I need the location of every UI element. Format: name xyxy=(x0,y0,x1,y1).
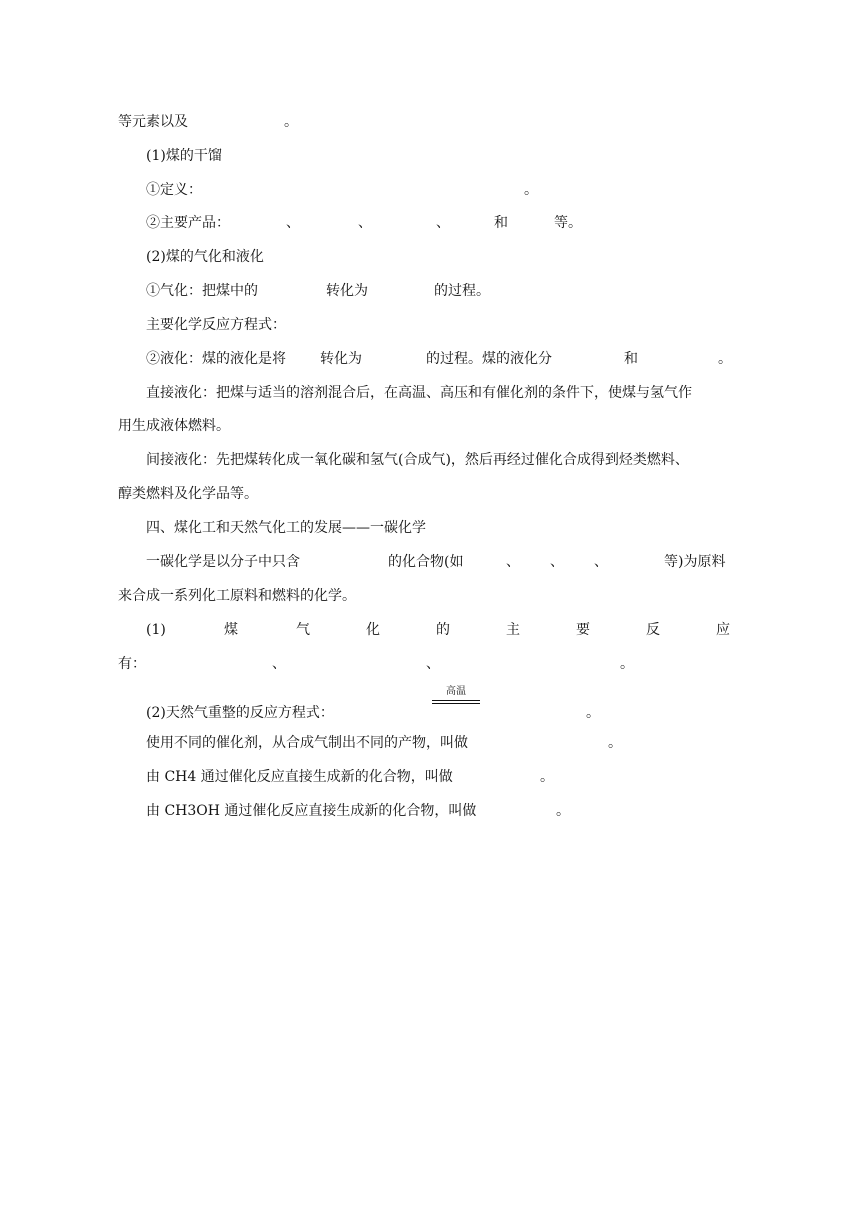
text-line: 间接液化：先把煤转化成一氧化碳和氢气(合成气)，然后再经过催化合成得到烃类燃料、 xyxy=(146,452,689,468)
text-line: 用生成液体燃料。 xyxy=(118,418,230,434)
text-line: 来合成一系列化工原料和燃料的化学。 xyxy=(118,588,356,604)
conjunction: 和 xyxy=(624,351,638,367)
period: 。 xyxy=(620,656,634,672)
period: 。 xyxy=(524,182,538,198)
text-end: 等。 xyxy=(554,215,582,231)
text-line: 使用不同的催化剂，从合成气制出不同的产物，叫做 xyxy=(146,735,468,751)
section-heading: (2)煤的气化和液化 xyxy=(146,249,264,265)
separator: 、 xyxy=(506,554,520,570)
period: 。 xyxy=(608,735,622,751)
text-segment: 等)为原料 xyxy=(664,554,726,570)
separator: 、 xyxy=(550,554,564,570)
text-segment: 的过程。 xyxy=(434,283,490,299)
condition-label: 高温 xyxy=(446,686,466,697)
separator: 、 xyxy=(436,215,450,231)
section-heading: (1)煤的干馏 xyxy=(146,148,222,164)
equals-bar xyxy=(432,700,480,701)
justified-char: 化 xyxy=(366,622,380,638)
justified-char: 应 xyxy=(716,622,730,638)
text-line: ①定义： xyxy=(146,182,202,198)
text-line: 有： xyxy=(118,656,146,672)
period: 。 xyxy=(586,705,600,721)
text-segment: 的过程。煤的液化分 xyxy=(426,351,552,367)
text-line: 直接液化：把煤与适当的溶剂混合后，在高温、高压和有催化剂的条件下，使煤与氢气作 xyxy=(146,385,692,401)
justified-char: 的 xyxy=(436,622,450,638)
text-line: 主要化学反应方程式： xyxy=(146,317,286,333)
period: 。 xyxy=(556,803,570,819)
justified-char: 气 xyxy=(296,622,310,638)
text-line: (2)天然气重整的反应方程式： xyxy=(146,705,334,721)
text-line: 一碳化学是以分子中只含 xyxy=(146,554,300,570)
text-line: ②主要产品： xyxy=(146,215,230,231)
conjunction: 和 xyxy=(494,215,508,231)
separator: 、 xyxy=(358,215,372,231)
separator: 、 xyxy=(272,656,286,672)
text-segment: 转化为 xyxy=(326,283,368,299)
text-line: 由 CH3OH 通过催化反应直接生成新的化合物，叫做 xyxy=(146,803,477,819)
text-segment: 的化合物(如 xyxy=(388,554,464,570)
justified-char: 反 xyxy=(646,622,660,638)
text-segment: 转化为 xyxy=(320,351,362,367)
period: 。 xyxy=(718,351,732,367)
justified-char: 要 xyxy=(576,622,590,638)
separator: 、 xyxy=(286,215,300,231)
text-line: ①气化：把煤中的 xyxy=(146,283,258,299)
separator: 、 xyxy=(594,554,608,570)
text-line: ②液化：煤的液化是将 xyxy=(146,351,286,367)
equals-bar xyxy=(432,703,480,704)
period: 。 xyxy=(540,769,554,785)
reaction-condition xyxy=(432,686,480,704)
justified-char: 主 xyxy=(506,622,520,638)
section-heading: 四、煤化工和天然气化工的发展——一碳化学 xyxy=(146,520,426,536)
justified-char: (1) xyxy=(146,622,166,638)
text-line: 醇类燃料及化学品等。 xyxy=(118,486,258,502)
separator: 、 xyxy=(426,656,440,672)
justified-char: 煤 xyxy=(224,622,238,638)
period: 。 xyxy=(284,114,298,130)
text-line: 等元素以及 xyxy=(118,114,188,130)
text-line: 由 CH4 通过催化反应直接生成新的化合物，叫做 xyxy=(146,769,453,785)
